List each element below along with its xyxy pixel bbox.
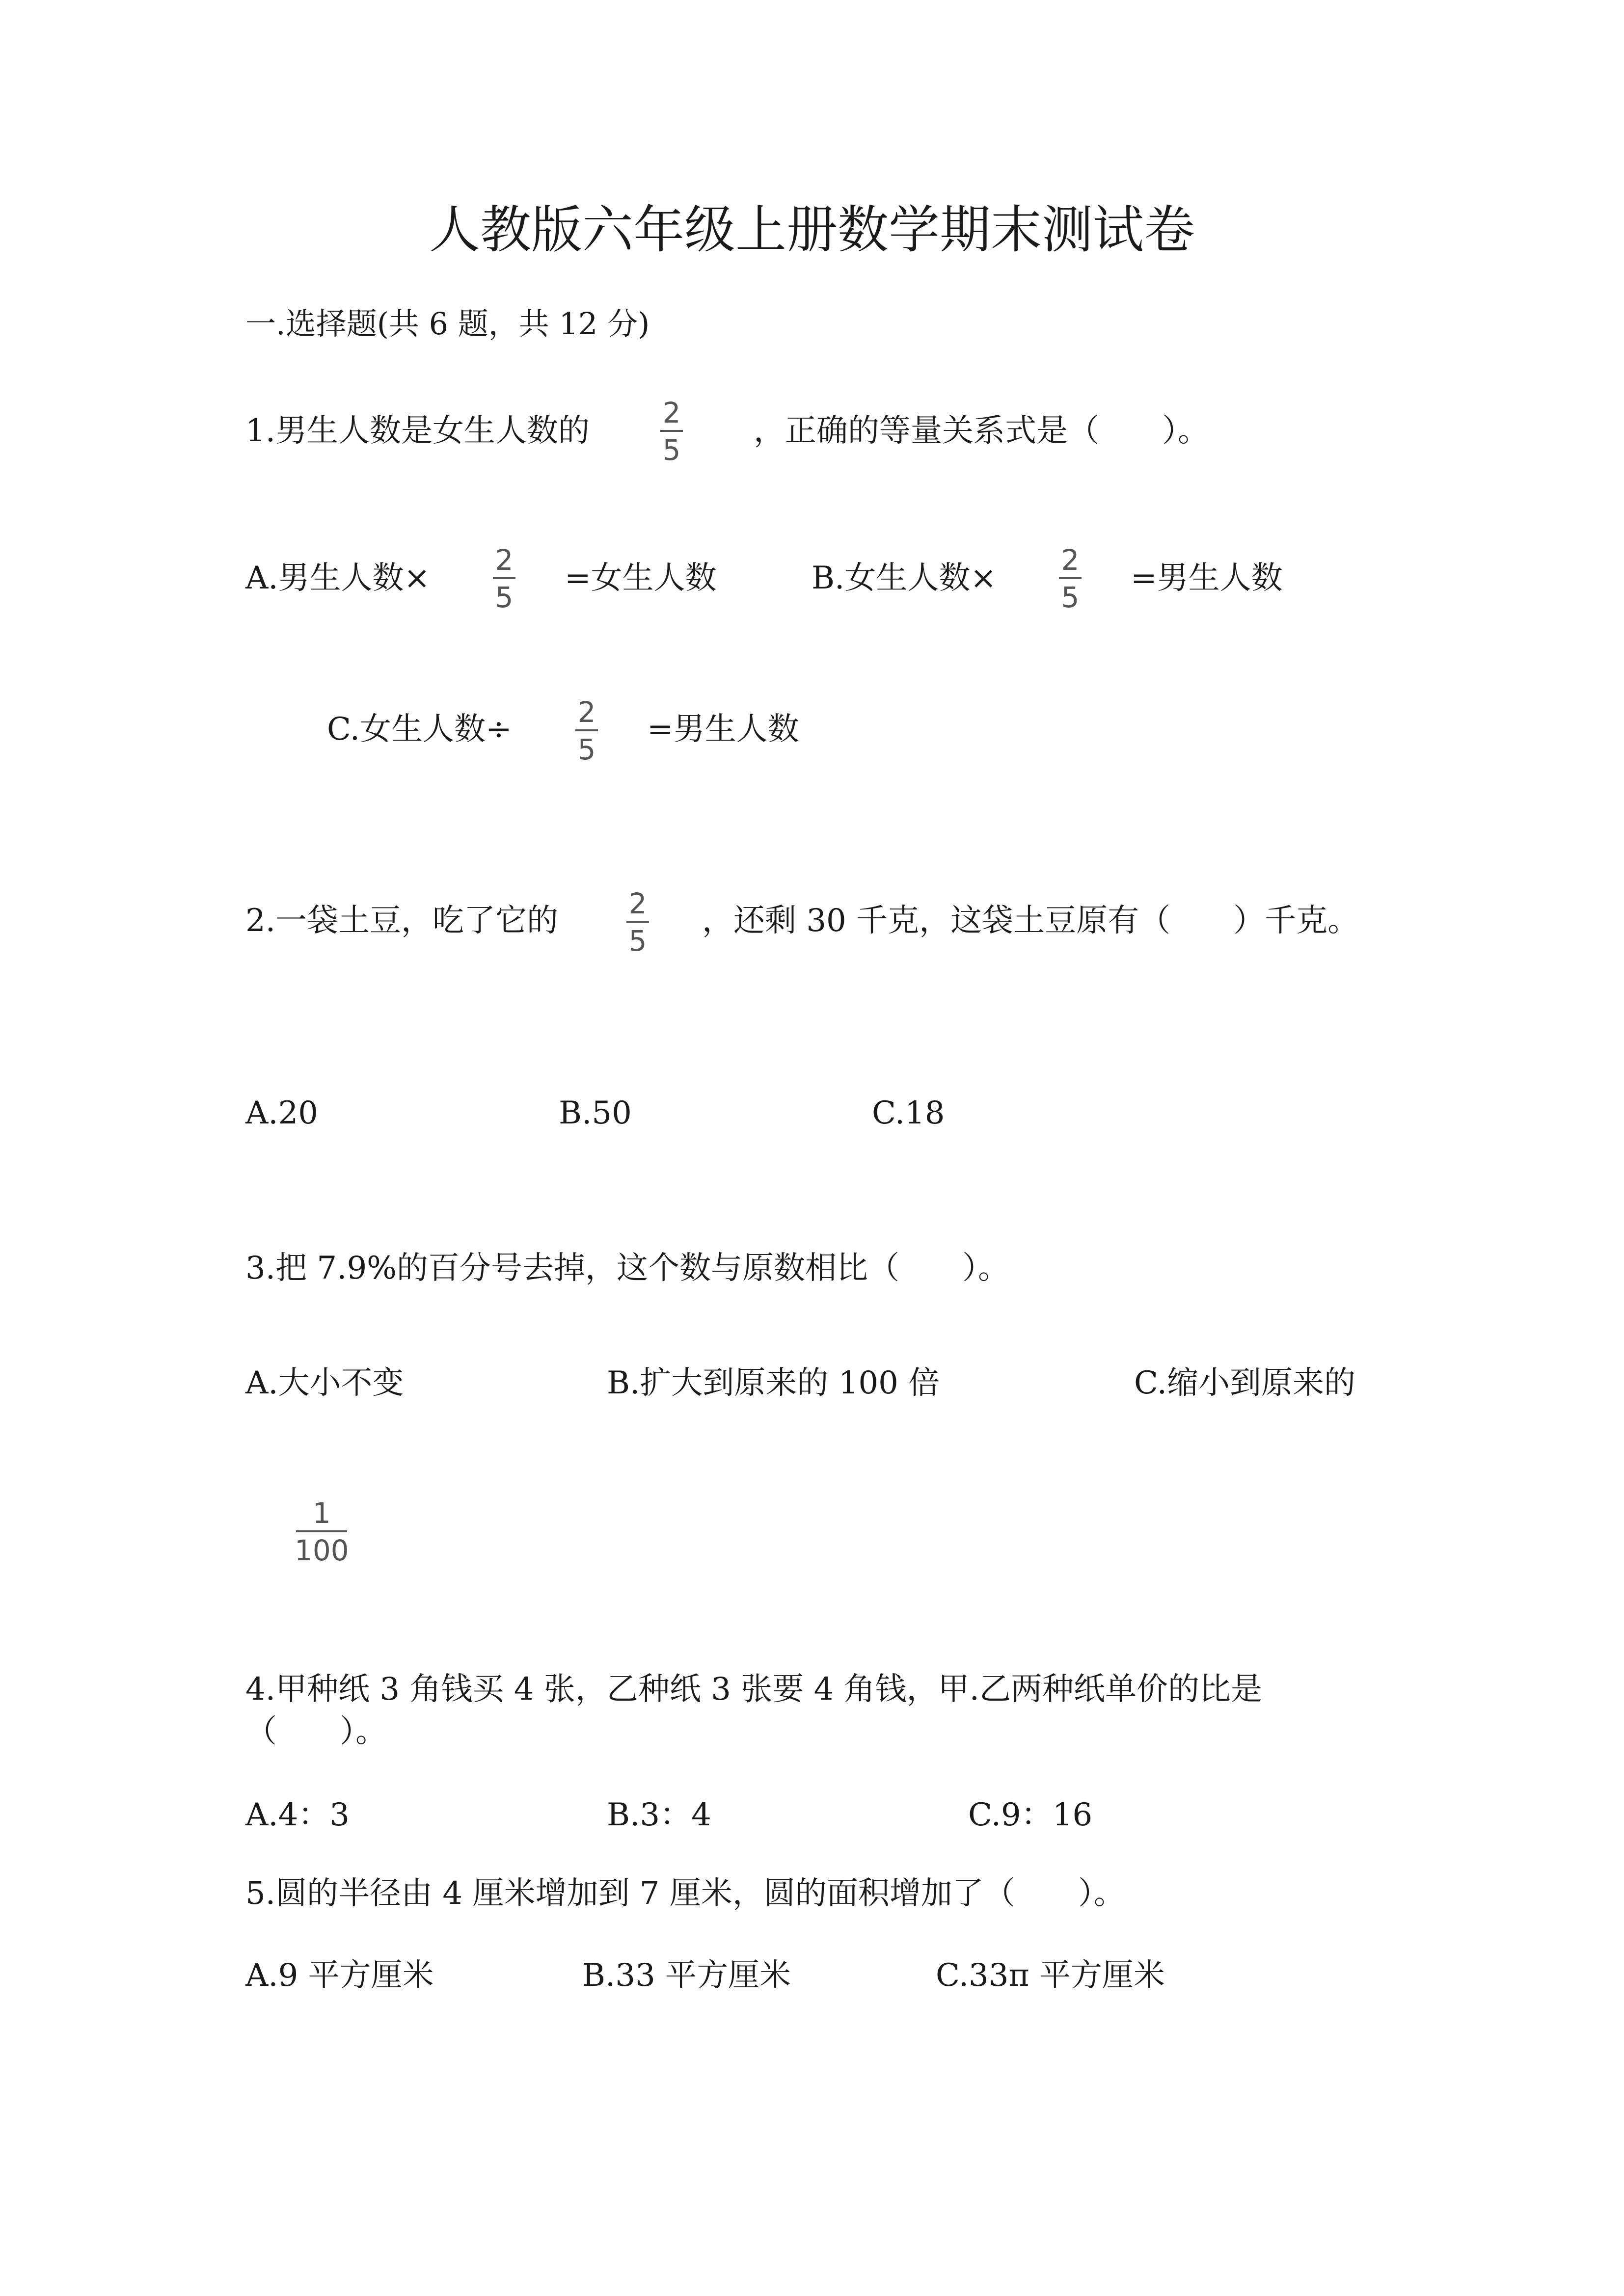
page-title: 人教版六年级上册数学期末测试卷 — [429, 200, 1195, 260]
fraction-bar — [626, 921, 649, 923]
q1-option-c-fraction — [575, 697, 598, 765]
q2-option-c: C.18 — [872, 1095, 945, 1131]
fraction-denominator: 5 — [577, 733, 596, 766]
q5-text: 5.圆的半径由 4 厘米增加到 7 厘米，圆的面积增加了（ ）。 — [245, 1875, 1125, 1912]
q1-option-a-after: =女生人数 — [565, 560, 717, 596]
q5-option-b: B.33 平方厘米 — [582, 1957, 791, 1994]
q1-fraction — [660, 398, 683, 465]
q2-text-after: ，还剩 30 千克，这袋土豆原有（ ）千克。 — [702, 903, 1359, 939]
q1-option-c-after: =男生人数 — [647, 711, 799, 748]
q2-option-a: A.20 — [245, 1095, 318, 1131]
q1-option-b-fraction — [1059, 545, 1082, 613]
q2-text-before: 2.一袋土豆，吃了它的 — [245, 903, 559, 939]
q3-option-c-fraction — [295, 1498, 349, 1566]
fraction-bar — [1059, 577, 1082, 579]
q4-option-b: B.3：4 — [607, 1797, 711, 1833]
q1-text-before: 1.男生人数是女生人数的 — [245, 413, 590, 449]
q2-fraction — [626, 888, 649, 956]
q3-option-b: B.扩大到原来的 100 倍 — [607, 1365, 940, 1401]
fraction-numerator: 2 — [662, 396, 681, 429]
q1-option-a-before: A.男生人数× — [245, 560, 431, 596]
fraction-denominator: 5 — [495, 581, 514, 614]
fraction-numerator: 2 — [1061, 543, 1080, 577]
fraction-bar — [296, 1530, 347, 1532]
q1-option-b-before: B.女生人数× — [812, 560, 997, 596]
fraction-denominator: 5 — [662, 433, 681, 467]
q5-option-a: A.9 平方厘米 — [245, 1957, 434, 1994]
fraction-numerator: 2 — [628, 887, 647, 920]
q1-option-b-after: =男生人数 — [1131, 560, 1283, 596]
q3-option-c: C.缩小到原来的 — [1134, 1365, 1356, 1401]
q4-option-a: A.4：3 — [245, 1797, 350, 1833]
fraction-bar — [575, 729, 598, 731]
fraction-bar — [660, 430, 683, 432]
q1-text-after: ，正确的等量关系式是（ ）。 — [754, 413, 1209, 449]
section-heading: 一.选择题(共 6 题，共 12 分) — [245, 306, 650, 342]
fraction-denominator: 5 — [1061, 581, 1080, 614]
q1-option-a-fraction — [493, 545, 515, 613]
q4-text-line1: 4.甲种纸 3 角钱买 4 张，乙种纸 3 张要 4 角钱，甲.乙两种纸单价的比是 — [245, 1671, 1263, 1708]
q4-option-c: C.9：16 — [968, 1797, 1093, 1833]
fraction-bar — [493, 577, 515, 579]
q3-option-a: A.大小不变 — [245, 1365, 404, 1401]
fraction-numerator: 1 — [312, 1496, 331, 1530]
fraction-numerator: 2 — [495, 543, 514, 577]
fraction-numerator: 2 — [577, 695, 596, 729]
q4-text-line2: （ ）。 — [245, 1713, 387, 1750]
fraction-denominator: 5 — [628, 924, 647, 958]
q5-option-c: C.33π 平方厘米 — [936, 1957, 1165, 1994]
q3-text: 3.把 7.9%的百分号去掉，这个数与原数相比（ ）。 — [245, 1250, 1009, 1286]
fraction-denominator: 100 — [295, 1534, 349, 1567]
q1-option-c-before: C.女生人数÷ — [327, 711, 512, 748]
q2-option-b: B.50 — [559, 1095, 632, 1131]
